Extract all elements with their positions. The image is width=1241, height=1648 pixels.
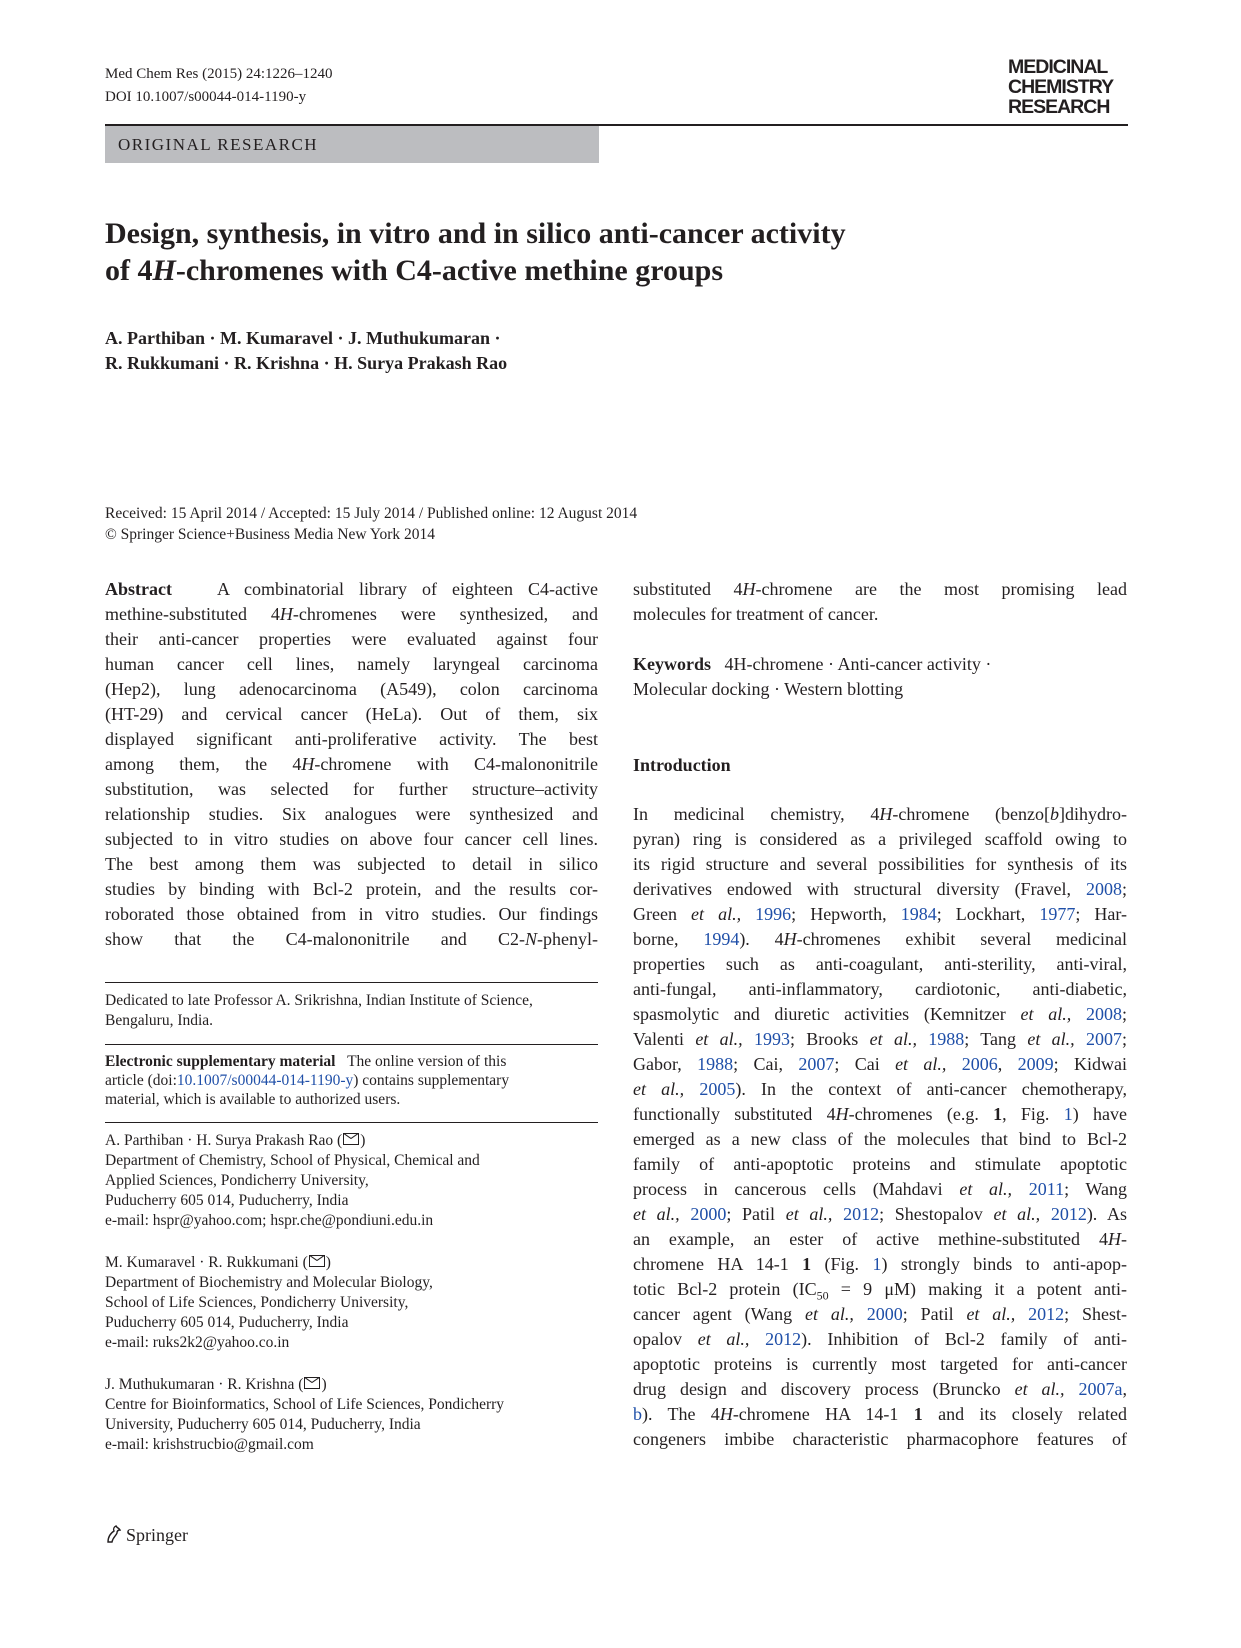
logo-line: MEDICINAL xyxy=(1008,56,1108,78)
copyright-line: © Springer Science+Business Media New York 2014 xyxy=(105,526,436,543)
journal-citation: Med Chem Res (2015) 24:1226–1240 xyxy=(105,66,333,82)
dedication-line: Bengaluru, India. xyxy=(105,1012,214,1029)
citation-link[interactable]: 2000 xyxy=(866,1304,903,1324)
intro-line: process in cancerous cells (Mahdavi et al., 2011; Wang xyxy=(633,1179,1128,1199)
abstract-line: substitution, was selected for further structure–activity xyxy=(105,779,598,799)
citation-link[interactable]: 1994 xyxy=(703,929,740,949)
abstract-line: methine-substituted 4H-chromenes were synthesized, and xyxy=(105,604,598,624)
email-envelope-icon xyxy=(309,1255,325,1267)
abstract-line: subjected to in vitro studies on above four cancer cell lines. xyxy=(105,829,598,849)
keywords-line: Keywords 4H-chromene · Anti-cancer activity · xyxy=(633,654,992,674)
intro-line: b). The 4H-chromene HA 14-1 1 and its closely related xyxy=(633,1404,1127,1424)
publication-dates xyxy=(105,503,637,545)
abstract-line: relationship studies. Six analogues were synthesized and xyxy=(105,804,598,824)
citation-link[interactable]: 2008 xyxy=(1085,879,1122,899)
abstract-line: Abstract A combinatorial library of eighteen C4-active xyxy=(105,579,598,599)
footnote-rule xyxy=(105,982,598,983)
abstract-line: show that the C4-malononitrile and C2-N-phenyl- xyxy=(105,929,598,949)
citation-link[interactable]: 2007 xyxy=(1086,1029,1122,1049)
abstract-label: Abstract xyxy=(105,579,172,599)
footnote-rule xyxy=(105,1044,598,1045)
affiliation-email: e-mail: hspr@yahoo.com; hspr.che@pondiuni.edu.in xyxy=(105,1212,434,1229)
citation-link[interactable]: 1977 xyxy=(1039,904,1076,924)
intro-line: its rigid structure and several possibilities for synthesis of its xyxy=(633,854,1127,874)
intro-line: et al., 2005). In the context of anti-cancer chemotherapy, xyxy=(633,1079,1127,1099)
section-label: ORIGINAL RESEARCH xyxy=(118,135,319,154)
intro-line: Valenti et al., 1993; Brooks et al., 1988; Tang et al., 2007; xyxy=(633,1029,1128,1049)
citation-link[interactable]: 2007a xyxy=(1078,1379,1123,1399)
citation-link[interactable]: 2012 xyxy=(843,1204,880,1224)
logo-line: CHEMISTRY xyxy=(1008,76,1114,98)
affiliation-email: e-mail: ruks2k2@yahoo.co.in xyxy=(105,1334,290,1351)
citation-link[interactable]: 1996 xyxy=(755,904,792,924)
figure-link[interactable]: 1 xyxy=(1063,1104,1073,1124)
affiliation-line: School of Life Sciences, Pondicherry University, xyxy=(105,1294,409,1311)
citation-link[interactable]: 2006 xyxy=(961,1054,998,1074)
intro-line: anti-fungal, anti-inflammatory, cardiotonic, anti-diabetic, xyxy=(633,979,1127,999)
figure-link[interactable]: 1 xyxy=(872,1254,882,1274)
intro-line: chromene HA 14-1 1 (Fig. 1) strongly binds to anti-apop- xyxy=(633,1254,1127,1274)
citation-link[interactable]: 2007 xyxy=(798,1054,835,1074)
intro-line: drug design and discovery process (Bruncko et al., 2007a, xyxy=(633,1379,1127,1399)
esm-line: material, which is available to authorized users. xyxy=(105,1091,401,1108)
abstract-line: among them, the 4H-chromene with C4-malononitrile xyxy=(105,754,598,774)
affiliation-names: A. Parthiban · H. Surya Prakash Rao ( ) xyxy=(105,1132,366,1149)
intro-line: opalov et al., 2012). Inhibition of Bcl-2 family of anti- xyxy=(633,1329,1127,1349)
abstract-line: The best among them was subjected to detail in silico xyxy=(105,854,598,874)
affiliation-line: University, Puducherry 605 014, Puducherry, India xyxy=(105,1416,421,1433)
title-line-2: of 4H-chromenes with C4-active methine groups xyxy=(105,254,724,287)
intro-line: apoptotic proteins is currently most targeted for anti-cancer xyxy=(633,1354,1127,1374)
citation-link[interactable]: 2005 xyxy=(699,1079,736,1099)
intro-line: properties such as anti-coagulant, anti-sterility, anti-viral, xyxy=(633,954,1127,974)
abstract-line: their anti-cancer properties were evaluated against four xyxy=(105,629,598,649)
authors-line-2: R. Rukkumani · R. Krishna · H. Surya Prakash Rao xyxy=(105,353,508,373)
keywords-label: Keywords xyxy=(633,654,711,674)
publisher-name: Springer xyxy=(126,1525,188,1545)
affiliation-line: Department of Chemistry, School of Physical, Chemical and xyxy=(105,1152,480,1169)
citation-link[interactable]: 2009 xyxy=(1017,1054,1054,1074)
citation-link[interactable]: 1988 xyxy=(928,1029,965,1049)
intro-line: functionally substituted 4H-chromenes (e.g. 1, Fig. 1) have xyxy=(633,1104,1128,1124)
abstract-line: (Hep2), lung adenocarcinoma (A549), colon carcinoma xyxy=(105,679,598,699)
dates-line: Received: 15 April 2014 / Accepted: 15 July 2014 / Published online: 12 August 2014 xyxy=(105,505,638,522)
intro-line: family of anti-apoptotic proteins and stimulate apoptotic xyxy=(633,1154,1127,1174)
citation-link[interactable]: 2012 xyxy=(1028,1304,1065,1324)
abstract-line: studies by binding with Bcl-2 protein, and the results cor- xyxy=(105,879,598,899)
abstract-line: human cancer cell lines, namely laryngeal carcinoma xyxy=(105,654,598,674)
intro-line: Gabor, 1988; Cai, 2007; Cai et al., 2006, 2009; Kidwai xyxy=(633,1054,1127,1074)
authors-line-1: A. Parthiban · M. Kumaravel · J. Muthukumaran · xyxy=(105,328,501,348)
journal-logo[interactable] xyxy=(1008,57,1113,117)
citation-link[interactable]: 1984 xyxy=(900,904,937,924)
intro-line: spasmolytic and diuretic activities (Kemnitzer et al., 2008; xyxy=(633,1004,1127,1024)
intro-line: derivatives endowed with structural diversity (Fravel, 2008; xyxy=(633,879,1127,899)
affiliation-line: Department of Biochemistry and Molecular Biology, xyxy=(105,1274,433,1291)
affiliation-line: Puducherry 605 014, Puducherry, India xyxy=(105,1192,349,1209)
affiliation-names: M. Kumaravel · R. Rukkumani ( ) xyxy=(105,1254,331,1271)
footnote-rule xyxy=(105,1122,598,1123)
logo-line: RESEARCH xyxy=(1008,96,1110,118)
esm-line: article (doi:10.1007/s00044-014-1190-y) contains supplementary xyxy=(105,1072,510,1089)
intro-line: borne, 1994). 4H-chromenes exhibit several medicinal xyxy=(633,929,1127,949)
abstract-line: molecules for treatment of cancer. xyxy=(633,604,879,624)
email-envelope-icon xyxy=(304,1377,320,1389)
affiliation-line: Centre for Bioinformatics, School of Life Sciences, Pondicherry xyxy=(105,1396,505,1413)
intro-line: congeners imbibe characteristic pharmacophore features of xyxy=(633,1429,1127,1449)
intro-line: pyran) ring is considered as a privileged scaffold owing to xyxy=(633,829,1127,849)
abstract-line: substituted 4H-chromene are the most promising lead xyxy=(633,579,1127,599)
springer-horse-icon xyxy=(105,1524,123,1544)
email-envelope-icon xyxy=(343,1133,359,1145)
author-list xyxy=(105,326,507,376)
affiliation-names: J. Muthukumaran · R. Krishna ( ) xyxy=(105,1376,327,1393)
citation-link[interactable]: 2000 xyxy=(690,1204,727,1224)
intro-line: Green et al., 1996; Hepworth, 1984; Lockhart, 1977; Har- xyxy=(633,904,1127,924)
abstract-line: displayed significant anti-proliferative activity. The best xyxy=(105,729,598,749)
citation-link[interactable]: 1988 xyxy=(697,1054,734,1074)
esm-line: Electronic supplementary material The online version of this xyxy=(105,1053,507,1070)
citation-link[interactable]: 2011 xyxy=(1028,1179,1065,1199)
dedication-line: Dedicated to late Professor A. Srikrishna, Indian Institute of Science, xyxy=(105,992,533,1009)
intro-line: emerged as a new class of the molecules that bind to Bcl-2 xyxy=(633,1129,1127,1149)
intro-line: et al., 2000; Patil et al., 2012; Shestopalov et al., 2012). As xyxy=(633,1204,1127,1224)
citation-link[interactable]: 1993 xyxy=(753,1029,790,1049)
citation-link[interactable]: b xyxy=(633,1404,642,1424)
doi-link[interactable]: 10.1007/s00044-014-1190-y xyxy=(176,1072,354,1089)
abstract-line: roborated those obtained from in vitro studies. Our findings xyxy=(105,904,598,924)
keywords-line: Molecular docking · Western blotting xyxy=(633,679,904,699)
abstract-line: (HT-29) and cervical cancer (HeLa). Out of them, six xyxy=(105,704,598,724)
affiliation-line: Applied Sciences, Pondicherry University, xyxy=(105,1172,369,1189)
citation-link[interactable]: 2012 xyxy=(765,1329,802,1349)
intro-line: cancer agent (Wang et al., 2000; Patil et al., 2012; Shest- xyxy=(633,1304,1127,1324)
section-heading: Introduction xyxy=(633,755,731,775)
intro-line: an example, an ester of active methine-substituted 4H- xyxy=(633,1229,1127,1249)
affiliation-email: e-mail: krishstrucbio@gmail.com xyxy=(105,1436,314,1453)
article-title xyxy=(105,215,846,289)
publisher-footer xyxy=(105,1524,188,1544)
intro-line: totic Bcl-2 protein ($IC_{50} = 9$ μM) making it a potent anti- xyxy=(633,1279,1128,1303)
esm-label: Electronic supplementary material xyxy=(105,1053,336,1070)
intro-line: In medicinal chemistry, 4H-chromene (benzo[b]dihydro- xyxy=(633,804,1127,824)
section-band xyxy=(105,126,599,163)
affiliation-line: Puducherry 605 014, Puducherry, India xyxy=(105,1314,349,1331)
title-line-1: Design, synthesis, in vitro and in silico anti-cancer activity xyxy=(105,217,846,250)
citation-link[interactable]: 2012 xyxy=(1050,1204,1087,1224)
doi-header: DOI 10.1007/s00044-014-1190-y xyxy=(105,89,307,105)
citation-link[interactable]: 2008 xyxy=(1085,1004,1122,1024)
